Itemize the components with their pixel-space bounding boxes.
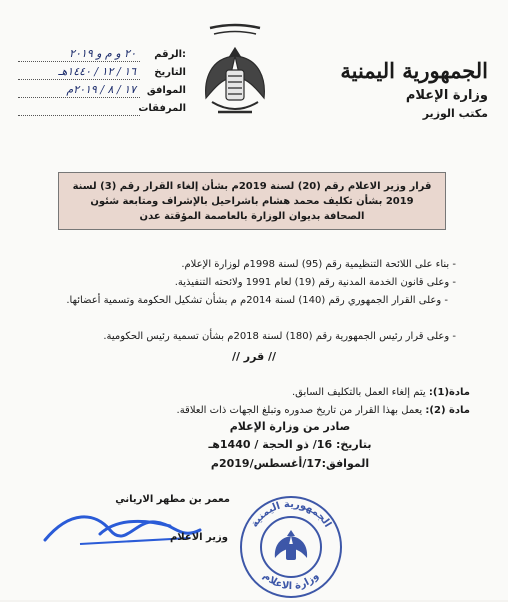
field-value: ١٧ / ٨ / ٢٠١٩م — [66, 83, 136, 96]
field-label: التاريخ — [154, 67, 186, 78]
article-number: مادة (2): — [425, 405, 470, 416]
stamp-top-text: الجمهورية اليمنية — [249, 498, 333, 530]
article-text: يتم إلغاء العمل بالتكليف السابق. — [291, 387, 426, 398]
ministry-name: وزارة الإعلام — [405, 88, 488, 103]
decision-heading: // قرر // — [231, 350, 277, 363]
issued-date-hijri: بتاريخ: 16/ ذو الحجة / 1440هـ — [208, 438, 372, 451]
date-gregorian-field — [16, 83, 186, 101]
preamble-item: - وعلى قرار رئيس الجمهورية رقم (180) لسنة 2018م بشأن تسمية رئيس الحكومية. — [103, 331, 456, 342]
office-name: مكتب الوزير — [422, 107, 488, 120]
decision-subject-box: قرار وزير الاعلام رقم (20) لسنة 2019م بشأن إلغاء القرار رقم (3) لسنة 2019 بشأن تكليف محمد هشام باشراحيل بالإشراف ومتابعة شئون الصحافة بديوان الوزارة بالعاصمة المؤقتة عدن — [58, 172, 446, 230]
ref-number-field — [16, 47, 186, 65]
stamp-eagle-icon — [275, 530, 307, 560]
letterhead-right — [338, 58, 488, 120]
issued-date-gregorian: الموافق:17/أغسطس/2019م — [210, 457, 370, 470]
signatory-title: وزير الاعلام — [169, 532, 228, 543]
preamble-item: - وعلى قانون الخدمة المدنية رقم (19) لعام 1991 ولائحته التنفيذية. — [174, 277, 456, 288]
article-text: يعمل بهذا القرار من تاريخ صدوره وتبلغ الجهات ذات العلاقة. — [176, 405, 423, 416]
date-hijri-field — [16, 65, 186, 83]
preamble-item: - بناء على اللائحة التنظيمية رقم (95) لسنة 1998م لوزارة الإعلام. — [181, 259, 456, 270]
country-name: الجمهورية اليمنية — [340, 58, 488, 83]
issued-by: صادر من وزارة الإعلام — [229, 420, 351, 433]
field-label: الموافق — [146, 85, 186, 96]
stamp-bottom-text: وزارة الاعلام — [260, 570, 322, 593]
svg-text:وزارة الاعلام — [261, 571, 321, 593]
field-label: المرفقات — [138, 103, 186, 114]
article-number: مادة(1): — [428, 387, 470, 398]
reference-fields — [16, 47, 186, 119]
field-value: ١٦ / ١٢ / ١٤٤٠هـ — [58, 65, 136, 78]
article-2 — [100, 404, 470, 418]
attachments-field — [16, 101, 186, 119]
preamble-item: - وعلى القرار الجمهوري رقم (140) لسنة 2014م م بشأن تشكيل الحكومة وتسمية أعضائها. — [66, 295, 448, 306]
yemen-emblem-icon — [200, 20, 270, 130]
article-1 — [150, 386, 470, 400]
official-stamp — [236, 492, 346, 602]
field-value: ٢٠ و م و ٢٠١٩ — [69, 47, 136, 60]
handwritten-signature-icon — [40, 500, 220, 555]
svg-text:الجمهورية اليمنية — [249, 499, 333, 530]
signatory-name: معمر بن مطهر الارياني — [115, 494, 230, 505]
field-label: الرقم: — [154, 49, 186, 60]
